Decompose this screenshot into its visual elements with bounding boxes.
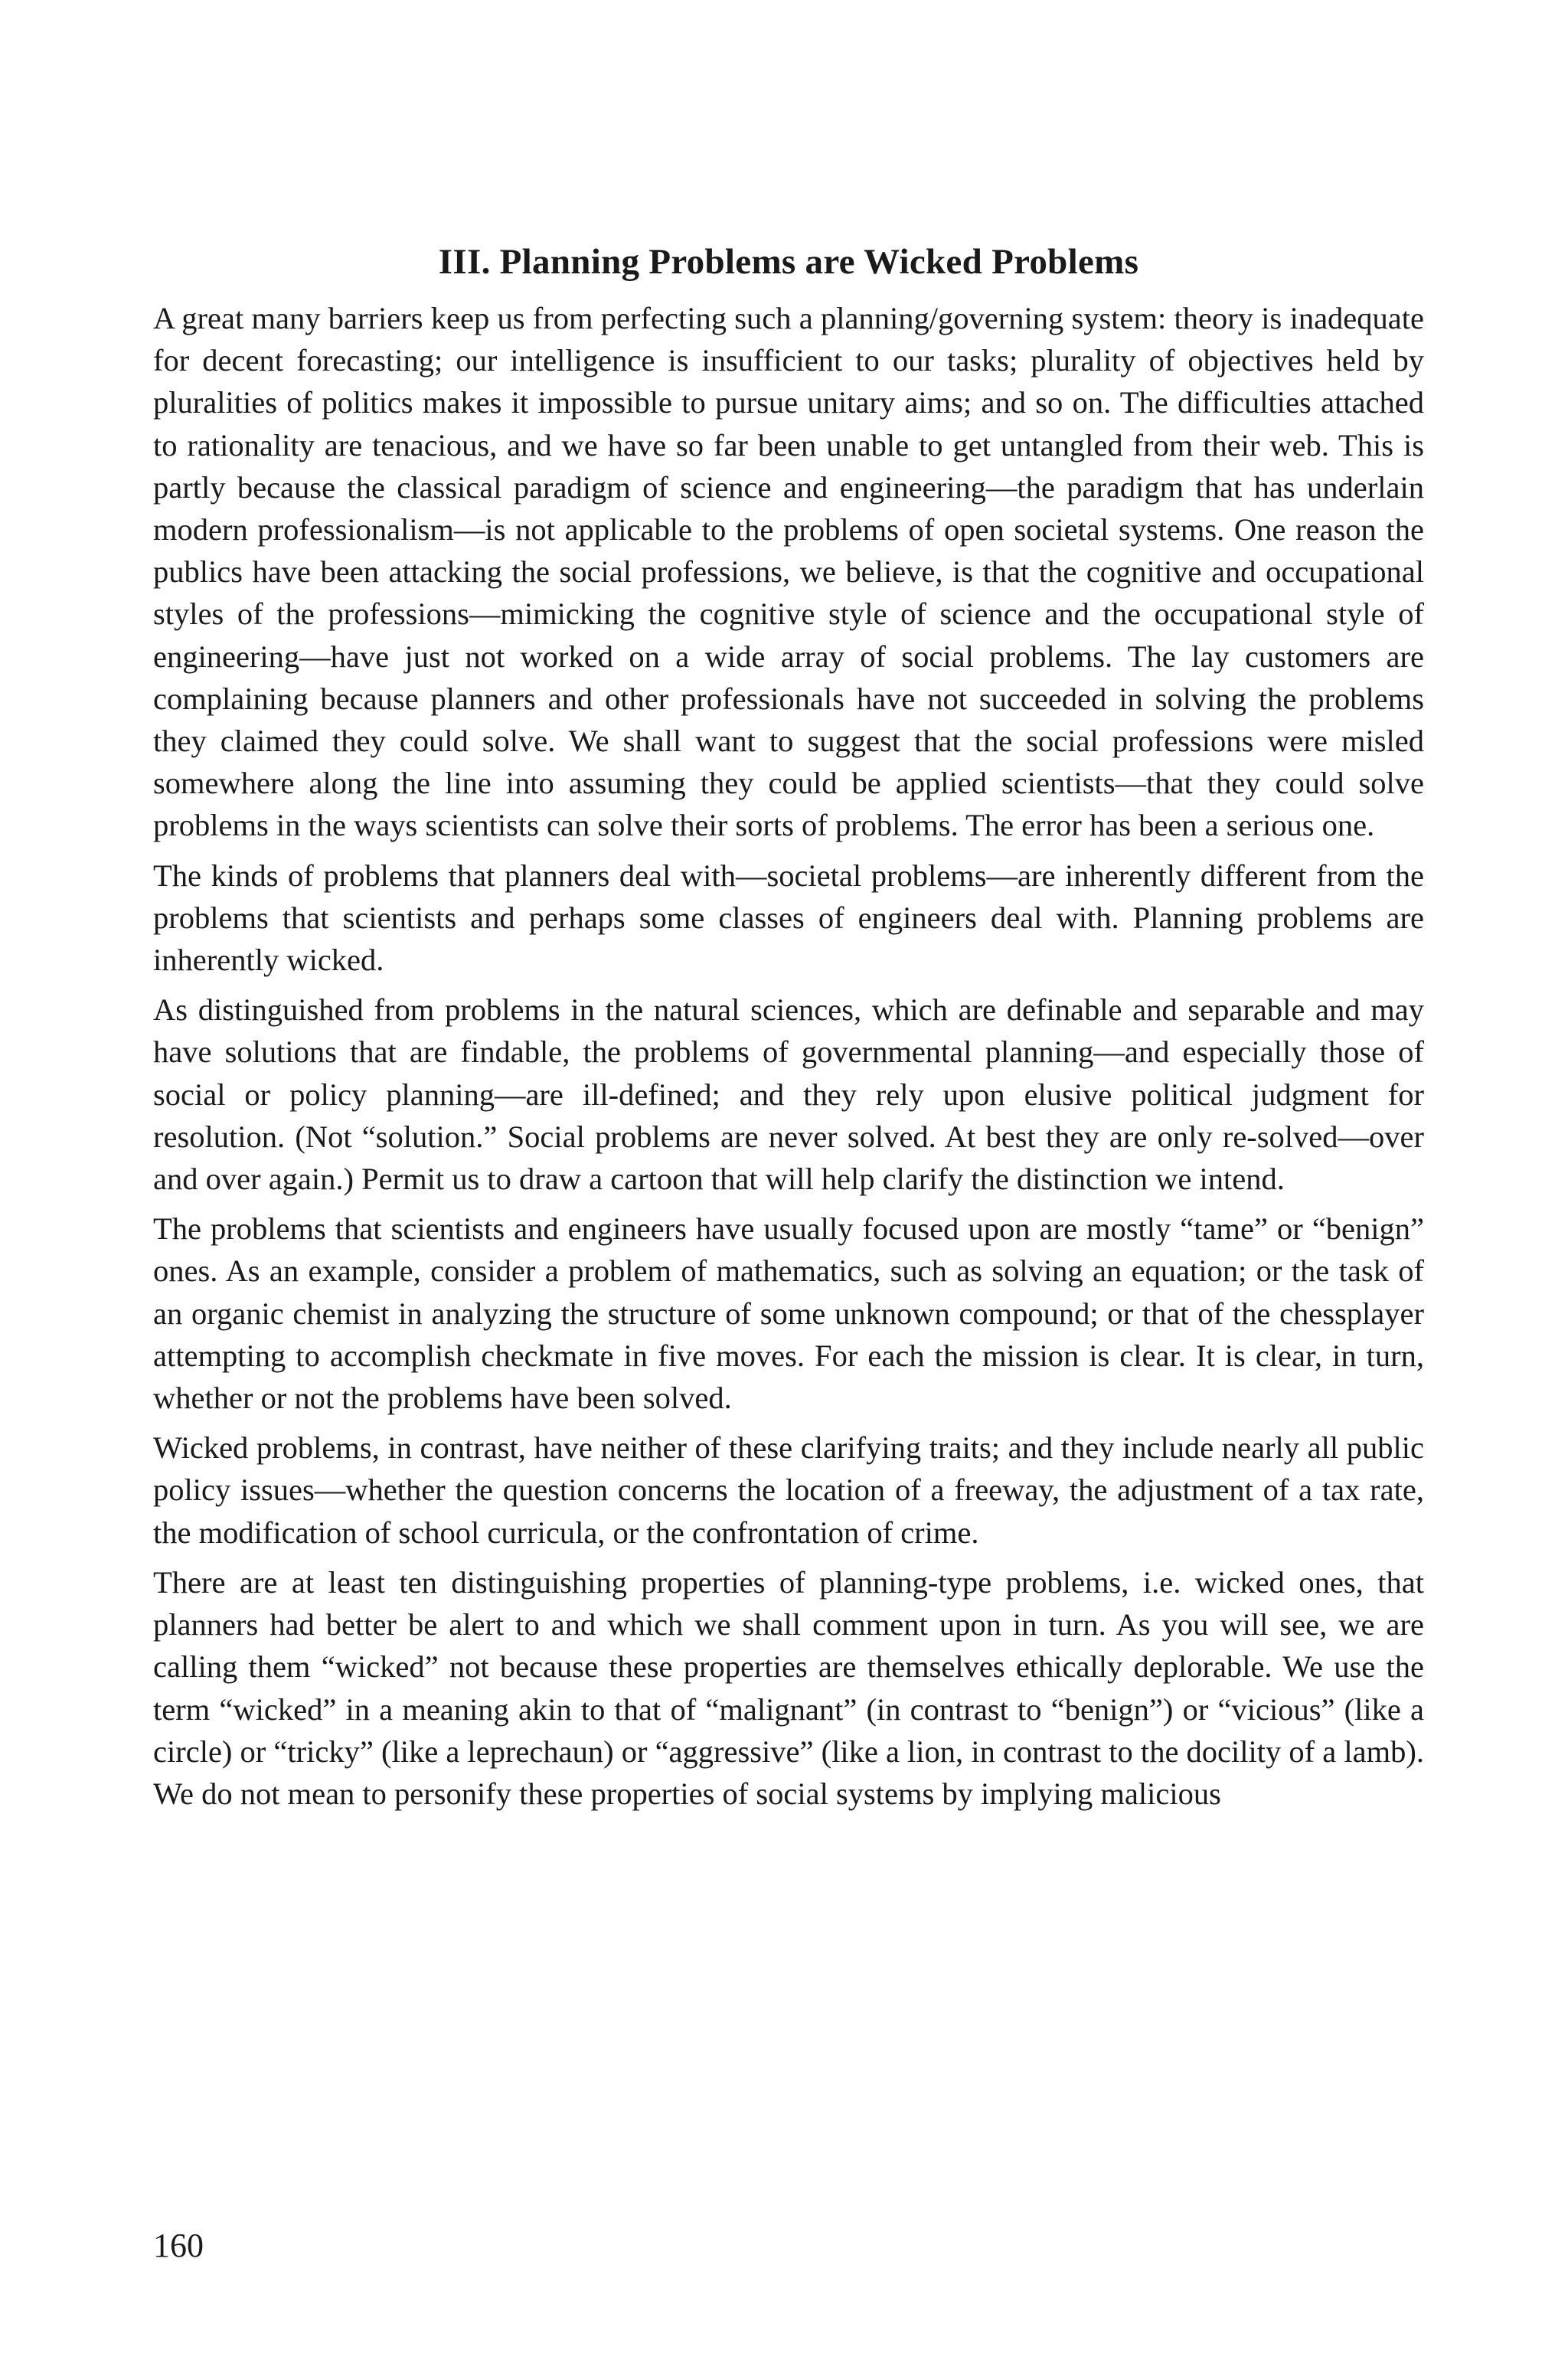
section-title: III. Planning Problems are Wicked Problems: [438, 242, 1139, 282]
paragraph-6: There are at least ten distinguishing properties of planning-type problems, i.e. wicked ones, that planners had better be alert to and which we shall comment upon in turn. As you will see, we are calling them “wicked” not because these properties are themselves ethically deplorable. We use the term “wicked” in a meaning akin to that of “malignant” (in contrast to “benign”) or “vicious” (like a circle) or “tricky” (like a leprechaun) or “aggressive” (like a lion, in contrast to the docility of a lamb). We do not mean to personify these properties of social systems by implying malicious: [153, 1564, 1424, 1811]
paragraph-3: As distinguished from problems in the natural sciences, which are definable and separable and may have solutions that are findable, the problems of governmental planning—and especially those of social or policy planning—are ill-defined; and they rely upon elusive political judgment for resolution. (Not “solution.” Social problems are never solved. At best they are only re-solved—over and over again.) Permit us to draw a cartoon that will help clarify the distinction we intend.: [153, 992, 1424, 1197]
paragraph-4: The problems that scientists and engineers have usually focused upon are mostly “tame” or “benign” ones. As an example, consider a problem of mathematics, such as solving an equation; or the task of an organic chemist in analyzing the structure of some unknown compound; or that of the chessplayer attempting to accomplish checkmate in five moves. For each the mission is clear. It is clear, in turn, whether or not the problems have been solved.: [153, 1211, 1424, 1416]
body-text: [153, 297, 1424, 1822]
paragraph-1: A great many barriers keep us from perfecting such a planning/governing system: theory is inadequate for decent forecasting; our intelligence is insufficient to our tasks; plurality of objectives held by pluralities of politics makes it impossible to pursue unitary aims; and so on. The difficulties attached to rationality are tenacious, and we have so far been unable to get untangled from their web. This is partly because the classical paradigm of science and engineering—the paradigm that has underlain modern professionalism—is not applicable to the problems of open societal systems. One reason the publics have been attacking the social professions, we believe, is that the cognitive and occupational styles of the professions—mimicking the cognitive style of science and the occupational style of engineering—have just not worked on a wide array of social problems. The lay customers are complaining because planners and other professionals have not succeeded in solving the problems they claimed they could solve. We shall want to suggest that the social professions were misled somewhere along the line into assuming they could be applied scientists—that they could solve problems in the ways scientists can solve their sorts of problems. The error has been a serious one.: [153, 301, 1424, 843]
document-page: [153, 0, 1424, 2363]
page-number: 160: [153, 2227, 204, 2264]
paragraph-2: The kinds of problems that planners deal with—societal problems—are inherently different from the problems that scientists and perhaps some classes of engineers deal with. Planning problems are inherently wicked.: [153, 858, 1424, 978]
paragraph-5: Wicked problems, in contrast, have neither of these clarifying traits; and they include nearly all public policy issues—whether the question concerns the location of a freeway, the adjustment of a tax rate, the modification of school curricula, or the confrontation of crime.: [153, 1430, 1424, 1550]
